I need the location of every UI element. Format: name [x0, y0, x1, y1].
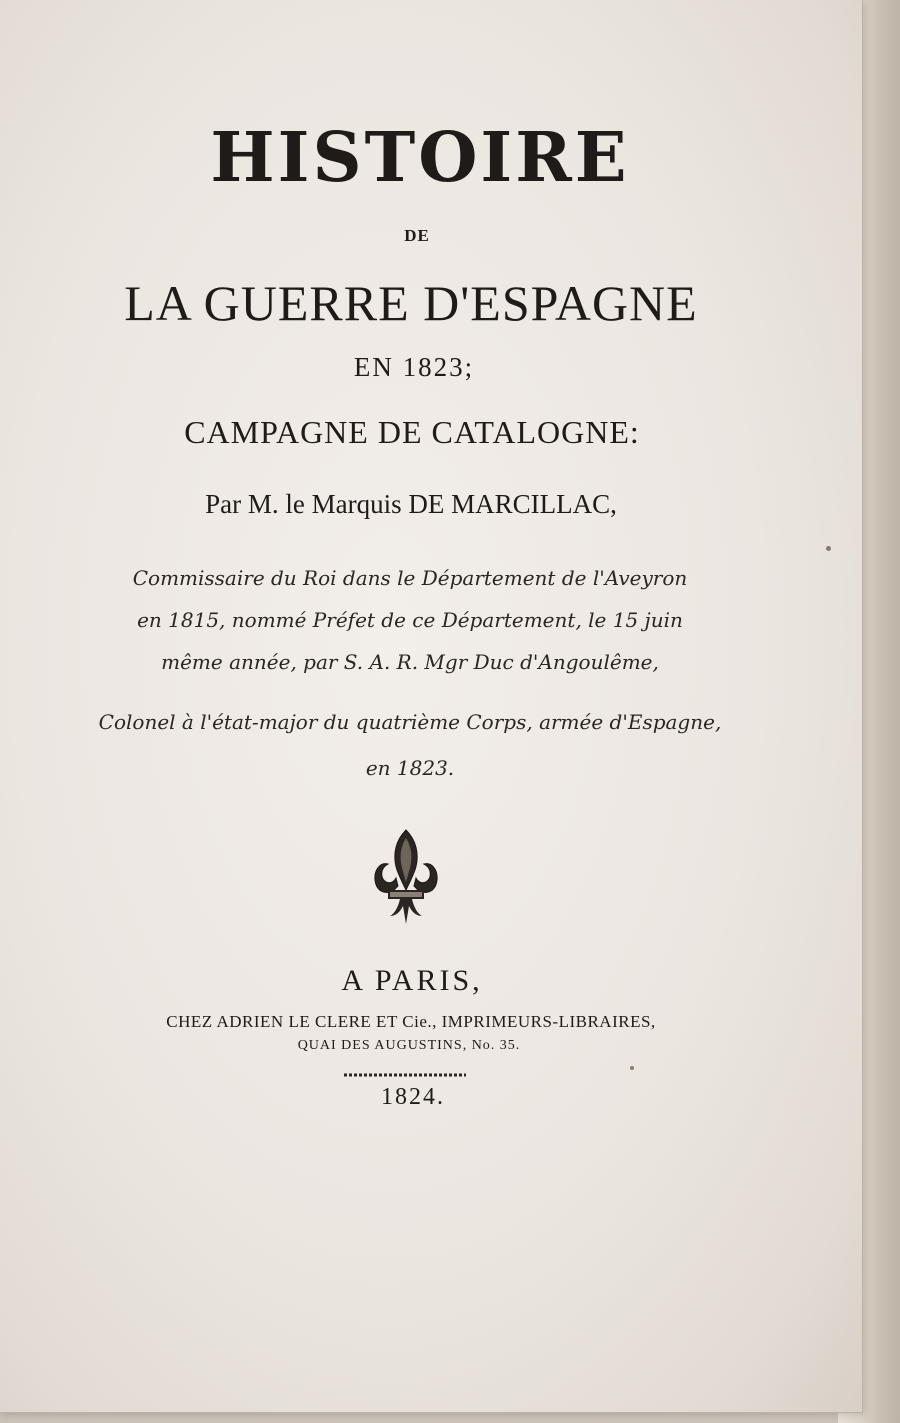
decorative-rule: [342, 1071, 468, 1079]
foxing-spot: [826, 546, 831, 551]
campaign-title: CAMPAGNE DE CATALOGNE:: [184, 414, 640, 450]
author-credential-line: en 1823.: [365, 756, 455, 780]
fleur-de-lis-icon: [366, 826, 446, 930]
subject-year: EN 1823;: [353, 352, 475, 382]
publication-year: 1824.: [381, 1084, 445, 1110]
publisher-address: QUAI DES AUGUSTINS, No. 35.: [297, 1038, 521, 1053]
author-credential-line: Colonel à l'état-major du quatrième Corps, armée d'Espagne,: [98, 710, 722, 734]
book-title: HISTOIRE: [210, 118, 630, 198]
book-subject: LA GUERRE D'ESPAGNE: [124, 275, 698, 331]
author-credential-line: même année, par S. A. R. Mgr Duc d'Angoulême,: [161, 650, 659, 674]
author-credential-line: Commissaire du Roi dans le Département de l'Aveyron: [132, 566, 688, 590]
author-credential-line: en 1815, nommé Préfet de ce Département, le 15 juin: [137, 608, 683, 632]
foxing-spot: [630, 1066, 634, 1070]
title-connector: DE: [404, 226, 430, 245]
author-line: Par M. le Marquis DE MARCILLAC,: [205, 489, 617, 519]
publication-city: A PARIS,: [341, 964, 483, 997]
publisher-name: CHEZ ADRIEN LE CLERE ET Cie., IMPRIMEURS-LIBRAIRES,: [166, 1012, 656, 1031]
